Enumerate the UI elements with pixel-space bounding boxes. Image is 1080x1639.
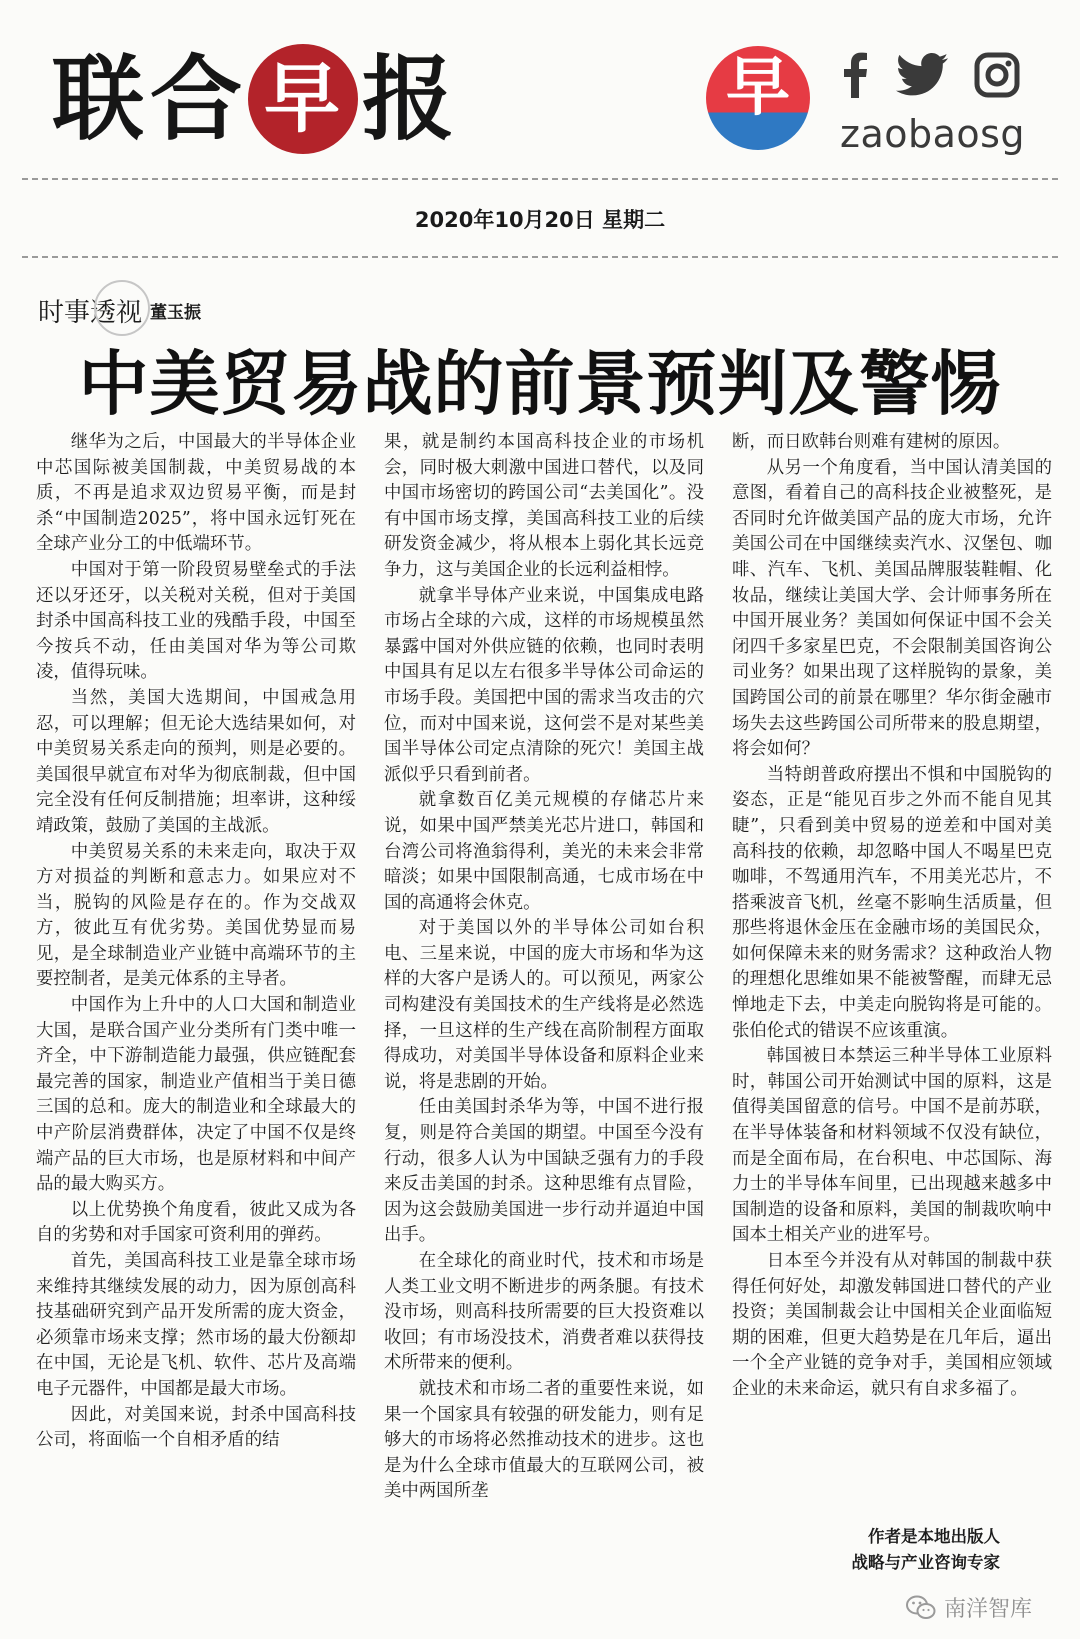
brand-char-circled: 早 — [248, 44, 358, 154]
article-column-3 — [732, 430, 1052, 1580]
brand-char: 合 — [150, 45, 245, 153]
brand-char: 报 — [362, 45, 457, 153]
paragraph: 日本至今并没有从对韩国的制裁中获得任何好处，却激发韩国进口替代的产业投资；美国制裁会让中国相关企业面临短期的困难，但更大趋势是在几年后，逼出一个全产业链的竞争对手，美国相应领域企业的未来命运，就只有自求多福了。 — [732, 1251, 1052, 1399]
zaobao-logo-icon — [706, 46, 810, 150]
paragraph: 就拿半导体产业来说，中国集成电路市场占全球的六成，这样的市场规模虽然暴露中国对外供应链的依赖，也同时表明中国具有足以左右很多半导体公司命运的市场手段。美国把中国的需求当攻击的穴位，而对中国来说，这何尝不是对某些美国半导体公司定点清除的死穴！美国主战派似乎只看到前者。 — [384, 585, 704, 785]
facebook-icon[interactable] — [840, 52, 870, 98]
byline-line: 战略与产业咨询专家 — [851, 1553, 1000, 1572]
byline-line: 作者是本地出版人 — [868, 1527, 1000, 1546]
divider-top — [22, 178, 1058, 180]
column-tag — [38, 292, 201, 329]
column-name: 时事透视 — [38, 292, 142, 329]
article-headline: 中美贸易战的前景预判及警惕 — [78, 343, 1002, 425]
paragraph: 从另一个角度看，当中国认清美国的意图，看着自己的高科技企业被整死，是否同时允许做美国产品的庞大市场，允许美国公司在中国继续卖汽水、汉堡包、咖啡、汽车、飞机、美国品牌服装鞋帽、化妆品，继续让美国大学、会计师事务所在中国开展业务？美国如何保证中国不会关闭四千多家星巴克，不会限制美国咨询公司业务？如果出现了这样脱钩的景象，美国跨国公司的前景在哪里？华尔街金融市场失去这些跨国公司所带来的股息期望，将会如何？ — [732, 457, 1052, 760]
column-name-ring — [94, 280, 150, 336]
paragraph: 任由美国封杀华为等，中国不进行报复，则是符合美国的期望。中国至今没有行动，很多人认为中国缺乏强有力的手段来反击美国的封杀。这种思维有点冒险，因为这会鼓励美国进一步行动并逼迫中国出手。 — [384, 1097, 704, 1246]
article-body — [36, 430, 1052, 1580]
paragraph: 中国作为上升中的人口大国和制造业大国，是联合国产业分类所有门类中唯一齐全，中下游制造能力最强，供应链配套最完善的国家，制造业产值相当于美日德三国的总和。庞大的制造业和全球最大的中产阶层消费群体，决定了中国不仅是终端产品的巨大市场，也是原材料和中间产品的最大购买方。 — [36, 995, 356, 1195]
wechat-icon — [906, 1595, 936, 1621]
paragraph: 当特朗普政府摆出不惧和中国脱钩的姿态，正是“能见百步之外而不能自见其睫”，只看到美中贸易的逆差和中国对美高科技的依赖，却忽略中国人不喝星巴克咖啡，不驾通用汽车，不用美光芯片，不搭乘波音飞机，丝毫不影响生活质量，但那些将退休金压在金融市场的美国民众，如何保障未来的财务需求？这种政治人物的理想化思维如果不能被警醒，而肆无忌惮地走下去，中美走向脱钩将是可能的。张伯伦式的错误不应该重演。 — [732, 764, 1052, 1041]
paragraph: 就拿数百亿美元规模的存储芯片来说，如果中国严禁美光芯片进口，韩国和台湾公司将渔翁得利，美光的未来会非常暗淡；如果中国限制高通，七成市场在中国的高通将会休克。 — [384, 790, 704, 913]
paragraph: 就技术和市场二者的重要性来说，如果一个国家具有较强的研发能力，则有足够大的市场将必然推动技术的进步。这也是为什么全球市值最大的互联网公司，被美中两国所垄 — [384, 1378, 704, 1502]
author-name: 董玉振 — [150, 303, 202, 323]
paragraph: 在全球化的商业时代，技术和市场是人类工业文明不断进步的两条腿。有技术没市场，则高科技所需要的巨大投资难以收回；有市场没技术，消费者难以获得技术所带来的便利。 — [384, 1251, 704, 1374]
logo-char: 早 — [726, 51, 790, 125]
social-icons — [840, 52, 1020, 98]
paragraph: 以上优势换个角度看，彼此又成为各自的劣势和对手国家可资利用的弹药。 — [36, 1199, 356, 1246]
instagram-icon[interactable] — [974, 52, 1020, 98]
paragraph: 因此，对美国来说，封杀中国高科技公司，将面临一个自相矛盾的结 — [36, 1404, 356, 1451]
issue-date: 2020年10月20日 星期二 — [414, 208, 666, 232]
brand-char: 联 — [52, 45, 147, 153]
paragraph: 韩国被日本禁运三种半导体工业原料时，韩国公司开始测试中国的原料，这是值得美国留意的信号。中国不是前苏联，在半导体装备和材料领域不仅没有缺位，而是全面布局，在台积电、中芯国际、海力士的半导体车间里，已出现越来越多中国制造的设备和原料，美国的制裁吹响中国本土相关产业的进军号。 — [732, 1046, 1052, 1246]
paragraph: 中国对于第一阶段贸易壁垒式的手法还以牙还牙，以关税对关税，但对于美国封杀中国高科技工业的残酷手段，中国至今按兵不动，任由美国对华为等公司欺凌，值得玩味。 — [36, 559, 356, 683]
masthead — [0, 0, 1080, 180]
twitter-icon[interactable] — [896, 53, 948, 97]
article-column-1 — [36, 430, 356, 1580]
divider-middle — [22, 256, 1058, 258]
watermark-text: 南洋智库 — [943, 1597, 1032, 1622]
paragraph-continued: 果，就是制约本国高科技企业的市场机会，同时极大刺激中国进口替代，以及同中国市场密切的跨国公司“去美国化”。没有中国市场支撑，美国高科技工业的后续研发资金减少，将从根本上弱化其长远竞争力，这与美国企业的长远利益相悖。 — [384, 432, 704, 580]
social-handle: zaobaosg — [840, 112, 1026, 156]
paragraph: 首先，美国高科技工业是靠全球市场来维持其继续发展的动力，因为原创高科技基础研究到产品开发所需的庞大资金，必须靠市场来支撑；然市场的最大份额却在中国，无论是飞机、软件、芯片及高端电子元器件，中国都是最大市场。 — [36, 1251, 356, 1399]
paragraph: 当然，美国大选期间，中国戒急用忍，可以理解；但无论大选结果如何，对中美贸易关系走向的预判，则是必要的。美国很早就宣布对华为彻底制裁，但中国完全没有任何反制措施；坦率讲，这种绥靖政策，鼓励了美国的主战派。 — [36, 687, 356, 836]
article-column-2 — [384, 430, 704, 1580]
author-byline — [852, 1524, 1001, 1576]
paragraph-continued: 断，而日欧韩台则难有建树的原因。 — [732, 432, 1011, 452]
brand-wordmark — [52, 44, 456, 154]
paragraph: 继华为之后，中国最大的半导体企业中芯国际被美国制裁，中美贸易战的本质，不再是追求双边贸易平衡，而是封杀“中国制造2025”，将中国永远钉死在全球产业分工的中低端环节。 — [36, 432, 356, 555]
paragraph: 中美贸易关系的未来走向，取决于双方对损益的判断和意志力。如果应对不当，脱钩的风险是存在的。作为交战双方，彼此互有优劣势。美国优势显而易见，是全球制造业产业链中高端环节的主要控制者，是美元体系的主导者。 — [36, 841, 356, 990]
wechat-watermark — [906, 1592, 1032, 1623]
paragraph: 对于美国以外的半导体公司如台积电、三星来说，中国的庞大市场和华为这样的大客户是诱人的。可以预见，两家公司构建没有美国技术的生产线将是必然选择，一旦这样的生产线在高阶制程方面取得成功，对美国半导体设备和原料企业来说，将是悲剧的开始。 — [384, 918, 704, 1092]
